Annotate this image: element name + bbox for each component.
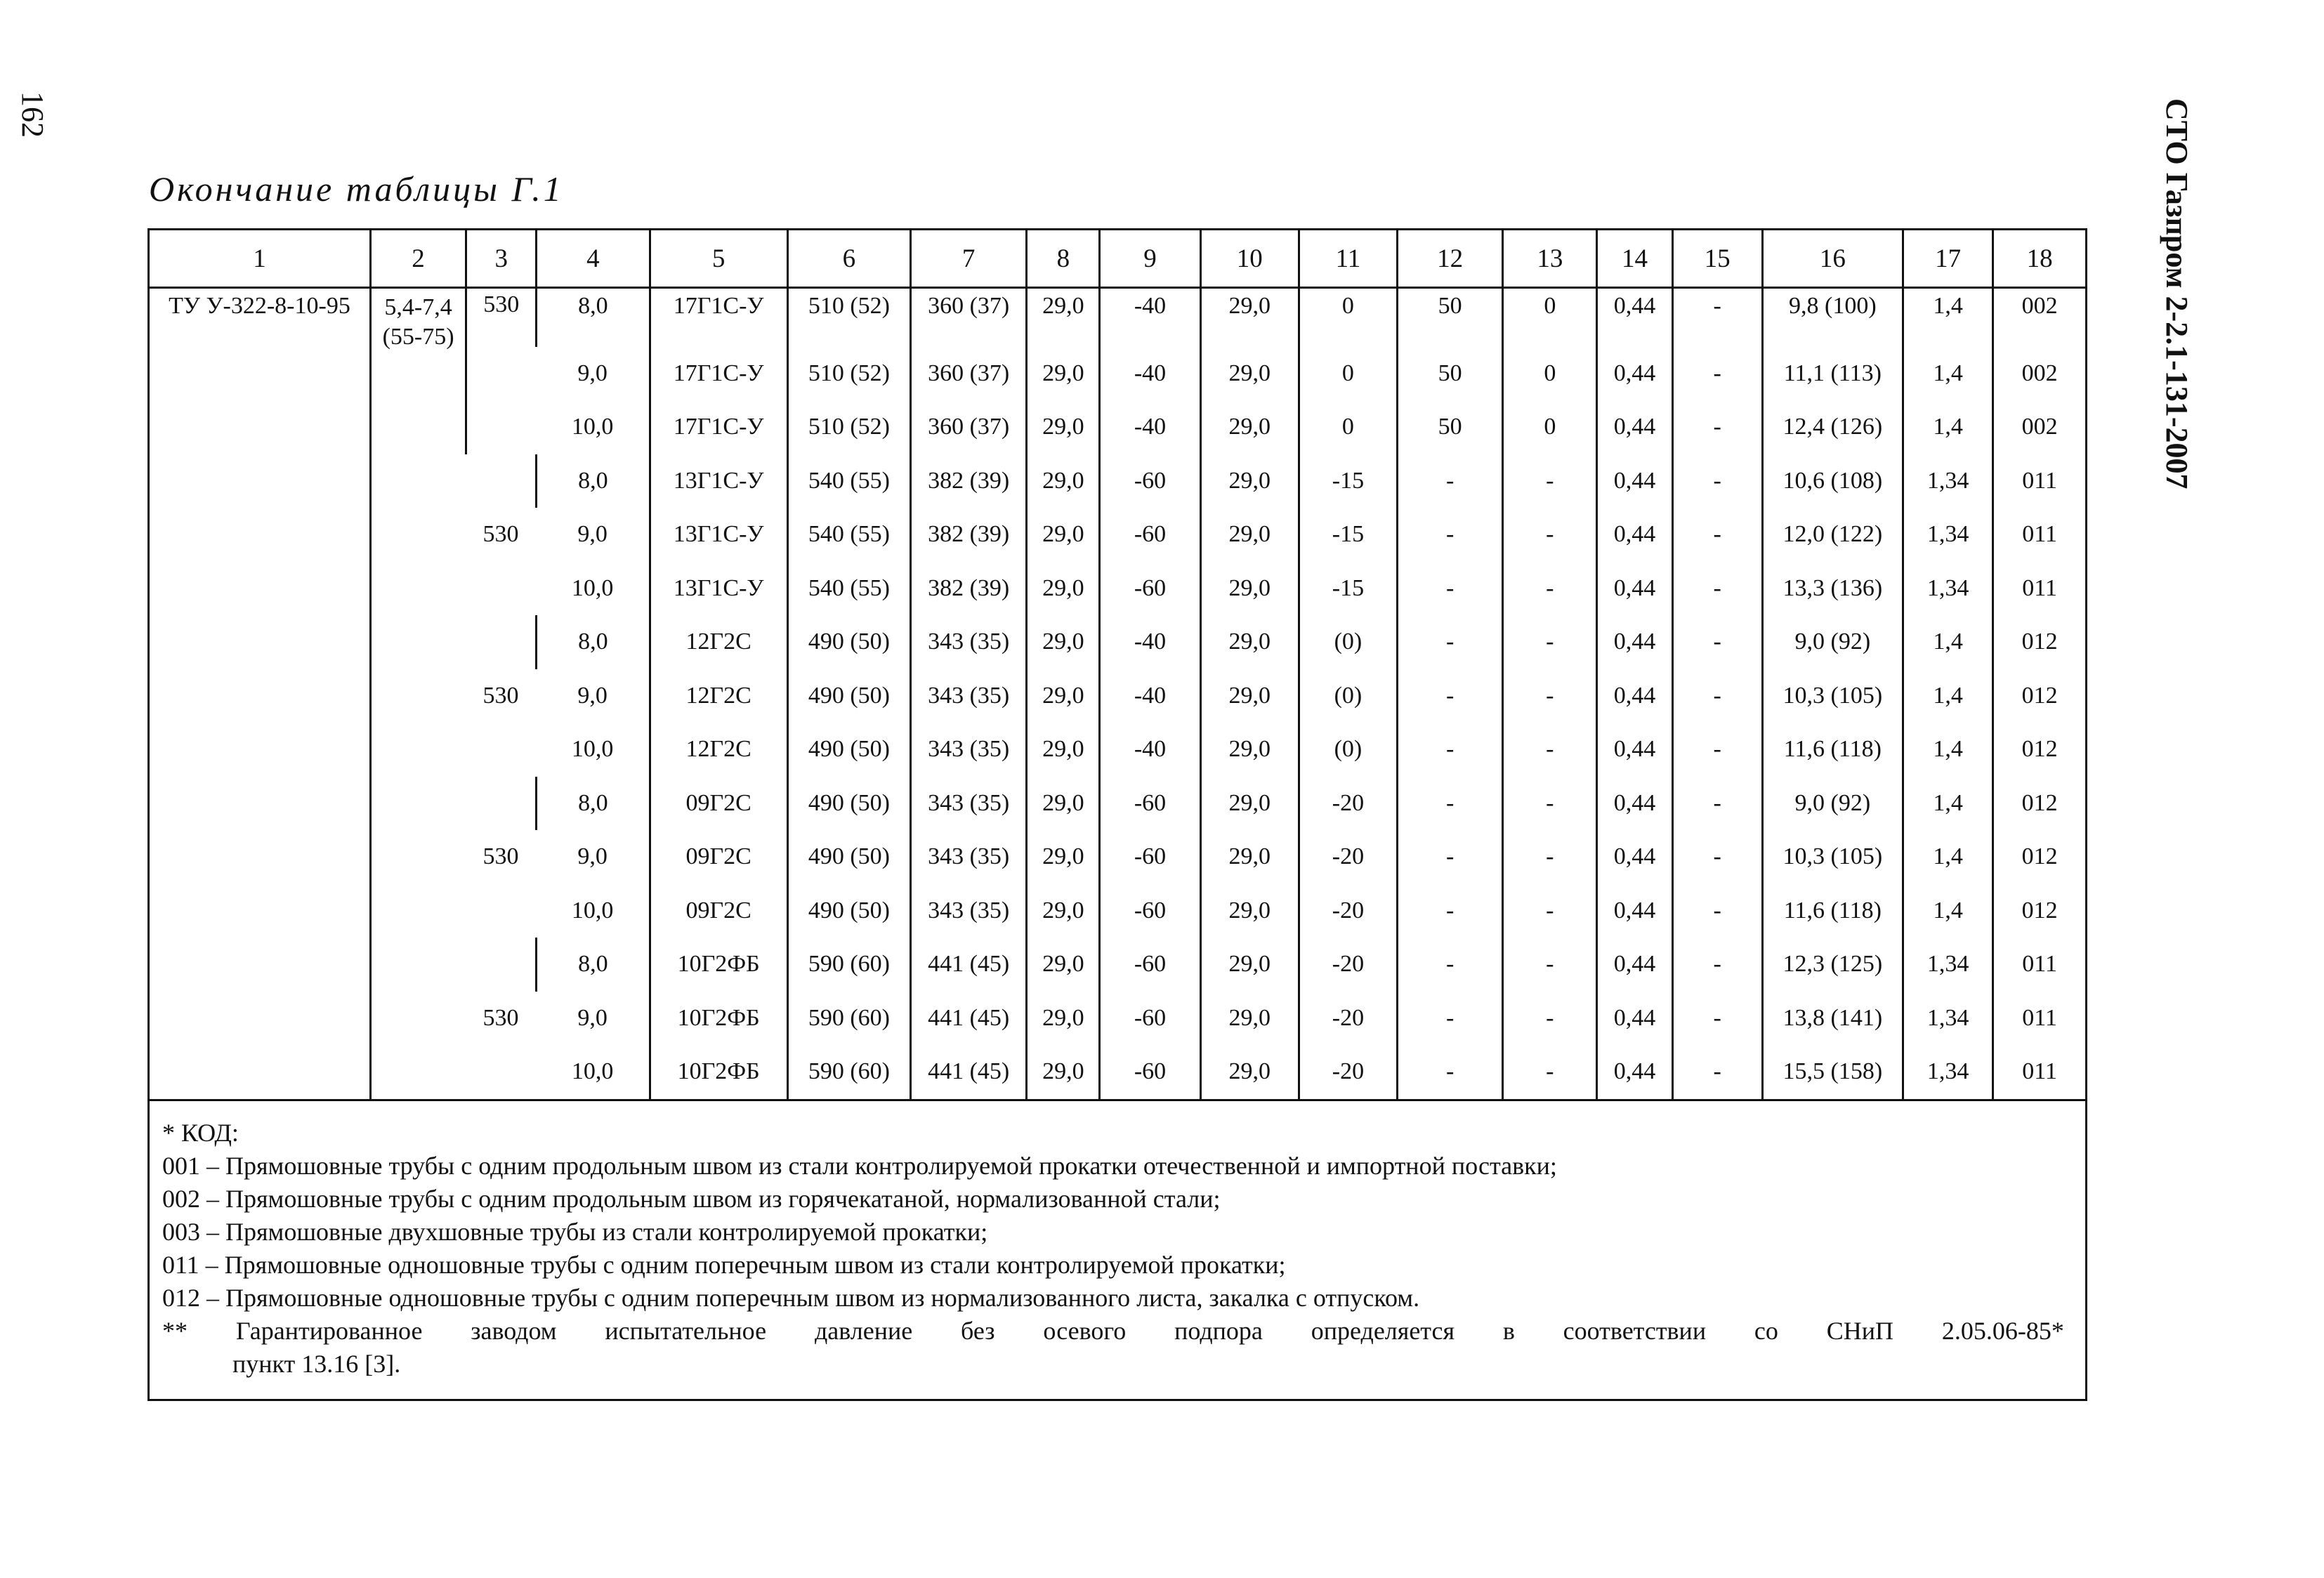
table-cell: 012	[1993, 884, 2085, 938]
table-cell: 50	[1398, 288, 1503, 347]
table-cell: -60	[1100, 454, 1200, 508]
code-item: 011 – Прямошовные одношовные трубы с одним поперечным швом из стали контролируемой прокатки;	[162, 1250, 1286, 1279]
table-cell: -	[1503, 454, 1597, 508]
table-cell: 9,0 (92)	[1762, 615, 1903, 669]
table-cell: 10Г2ФБ	[650, 992, 787, 1046]
table-cell: 29,0	[1200, 454, 1299, 508]
table-cell: 1,4	[1903, 830, 1993, 884]
table-cell: 29,0	[1027, 288, 1100, 347]
table-cell: 540 (55)	[787, 562, 910, 616]
table-cell: 490 (50)	[787, 777, 910, 831]
table-cell: 1,4	[1903, 615, 1993, 669]
table-cell: 441 (45)	[911, 1045, 1027, 1099]
table-cell: 1,34	[1903, 508, 1993, 562]
table-cell: -	[1398, 884, 1503, 938]
table-cell: 590 (60)	[787, 992, 910, 1046]
table-cell: 0	[1299, 288, 1397, 347]
table-cell: 1,4	[1903, 884, 1993, 938]
table-cell: -40	[1100, 723, 1200, 777]
column-header: 5	[650, 230, 787, 288]
table-cell: 0,44	[1597, 830, 1672, 884]
table-cell: 29,0	[1027, 400, 1100, 454]
table-cell: 9,0	[577, 360, 608, 386]
table-cell: 12,0 (122)	[1762, 508, 1903, 562]
table-cell: 9,0	[577, 843, 608, 870]
diameter-cell: 530	[482, 843, 519, 870]
table-cell: 29,0	[1200, 347, 1299, 401]
table-cell: 13Г1С-У	[650, 562, 787, 616]
table-cell: -60	[1100, 562, 1200, 616]
table-cell: 29,0	[1200, 723, 1299, 777]
table-cell: 13,8 (141)	[1762, 992, 1903, 1046]
table-cell: 29,0	[1200, 1045, 1299, 1099]
table-cell: 490 (50)	[787, 884, 910, 938]
table-cell: -	[1503, 723, 1597, 777]
notes-block	[150, 1099, 2085, 1399]
table-cell: 441 (45)	[911, 992, 1027, 1046]
table-cell: 490 (50)	[787, 830, 910, 884]
table-cell: 29,0	[1027, 454, 1100, 508]
table-cell: 1,34	[1903, 562, 1993, 616]
table-cell: -	[1672, 723, 1762, 777]
pressure-note-word: 2.05.06-85*	[1941, 1316, 2064, 1345]
table-cell: 10,0	[571, 1058, 614, 1085]
pressure-note-word: соответствии	[1563, 1316, 1707, 1345]
table-cell: 10Г2ФБ	[650, 1045, 787, 1099]
table-cell: -20	[1299, 1045, 1397, 1099]
table-cell: -20	[1299, 884, 1397, 938]
column-header: 17	[1903, 230, 1993, 288]
code-item: 001 – Прямошовные трубы с одним продольным швом из стали контролируемой прокатки отечественной и импортной поставки;	[162, 1151, 1557, 1180]
table-cell: 12,4 (126)	[1762, 400, 1903, 454]
table-cell: -60	[1100, 884, 1200, 938]
table-cell: 12Г2С	[650, 615, 787, 669]
table-cell: 29,0	[1027, 884, 1100, 938]
table-cell: 012	[1993, 777, 2085, 831]
table-cell: 0,44	[1597, 884, 1672, 938]
table-cell: 490 (50)	[787, 669, 910, 723]
table-cell: 1,34	[1903, 454, 1993, 508]
table-cell: -20	[1299, 938, 1397, 992]
table-cell: -15	[1299, 454, 1397, 508]
table-cell: -	[1503, 992, 1597, 1046]
table-cell: 0,44	[1597, 669, 1672, 723]
pressure-note-word: определяется	[1311, 1316, 1455, 1345]
table-cell: 343 (35)	[911, 884, 1027, 938]
table-cell: 011	[1993, 1045, 2085, 1099]
table-cell: -	[1672, 347, 1762, 401]
table-cell: 012	[1993, 669, 2085, 723]
table-cell: 343 (35)	[911, 777, 1027, 831]
table-cell: 8,0	[537, 288, 650, 347]
table-cell: -	[1672, 777, 1762, 831]
table-cell: 1,4	[1903, 669, 1993, 723]
table-cell: -60	[1100, 992, 1200, 1046]
table-cell: 12Г2С	[650, 669, 787, 723]
table-cell: 13,3 (136)	[1762, 562, 1903, 616]
table-cell: 9,0	[577, 521, 608, 548]
diameter-cell: 530	[466, 288, 537, 454]
code-item: 002 – Прямошовные трубы с одним продольным швом из горячекатаной, нормализованной стали;	[162, 1184, 1221, 1213]
table-cell: 29,0	[1027, 938, 1100, 992]
table-cell: -	[1672, 454, 1762, 508]
table-cell: -	[1503, 562, 1597, 616]
table-cell: 10Г2ФБ	[650, 938, 787, 992]
table-cell: -	[1672, 508, 1762, 562]
table-cell: -15	[1299, 562, 1397, 616]
table-cell: 09Г2С	[650, 830, 787, 884]
code-list	[162, 1150, 2078, 1315]
table-row	[150, 288, 2085, 347]
table-cell: 1,4	[1903, 400, 1993, 454]
table-cell: -	[1503, 508, 1597, 562]
table-cell: 360 (37)	[911, 400, 1027, 454]
table-cell: 540 (55)	[787, 454, 910, 508]
diameter-cell: 530	[482, 521, 519, 548]
table-cell: 29,0	[1027, 669, 1100, 723]
table-cell: -40	[1100, 669, 1200, 723]
pressure-note-word: Гарантированное	[235, 1316, 423, 1345]
table-cell: 50	[1398, 400, 1503, 454]
column-header: 2	[370, 230, 466, 288]
table-cell: 09Г2С	[650, 884, 787, 938]
table-cell: 012	[1993, 830, 2085, 884]
pressure-note-word: подпора	[1174, 1316, 1263, 1345]
table-cell: 0,44	[1597, 777, 1672, 831]
table-cell: 13Г1С-У	[650, 454, 787, 508]
table-cell: 382 (39)	[911, 508, 1027, 562]
table-cell: -	[1503, 615, 1597, 669]
column-header: 13	[1503, 230, 1597, 288]
table-cell: -	[1672, 830, 1762, 884]
table-cell: -	[1503, 938, 1597, 992]
pressure-note-word: **	[162, 1316, 188, 1345]
pressure-note-word: со	[1754, 1316, 1778, 1345]
header-row	[150, 230, 2085, 288]
table-cell: 0	[1503, 288, 1597, 347]
table-cell: -	[1503, 830, 1597, 884]
pressure-note-word: заводом	[471, 1316, 557, 1345]
table-cell: 441 (45)	[911, 938, 1027, 992]
table-cell: 1,34	[1903, 992, 1993, 1046]
table-cell: -	[1672, 288, 1762, 347]
table-cell: 343 (35)	[911, 669, 1027, 723]
table-cell: 29,0	[1027, 777, 1100, 831]
table-cell: -40	[1100, 347, 1200, 401]
code-item: 003 – Прямошовные двухшовные трубы из стали контролируемой прокатки;	[162, 1217, 988, 1246]
table-cell: 10,0	[571, 897, 614, 923]
table-cell: 012	[1993, 615, 2085, 669]
table-cell: 10,0	[571, 414, 614, 440]
table-cell: 50	[1398, 347, 1503, 401]
table-cell: 0,44	[1597, 400, 1672, 454]
table-cell: -20	[1299, 992, 1397, 1046]
table-cell: 1,4	[1903, 777, 1993, 831]
table-cell: -	[1672, 1045, 1762, 1099]
table-cell: 17Г1С-У	[650, 400, 787, 454]
table-cell: 29,0	[1027, 615, 1100, 669]
table-cell: 09Г2С	[650, 777, 787, 831]
table-cell: 011	[1993, 938, 2085, 992]
table-cell: 002	[1993, 347, 2085, 401]
pressure-note-word: осевого	[1043, 1316, 1127, 1345]
table-cell: 10,3 (105)	[1762, 669, 1903, 723]
table-cell: 1,34	[1903, 1045, 1993, 1099]
pressure-note-word: СНиП	[1826, 1316, 1894, 1345]
diameter-cell: 530	[482, 682, 519, 709]
pressure-note-reference: пункт 13.16 [3].	[232, 1349, 401, 1378]
table-cell: -	[1398, 777, 1503, 831]
column-header: 8	[1027, 230, 1100, 288]
table-cell: -40	[1100, 288, 1200, 347]
pressure-note-word: давление	[814, 1316, 913, 1345]
table-cell: 8,0	[537, 938, 650, 992]
pressure-note-word: испытательное	[605, 1316, 767, 1345]
table-cell: 002	[1993, 400, 2085, 454]
table-cell: 0,44	[1597, 938, 1672, 992]
table-cell: (0)	[1299, 615, 1397, 669]
pressure-note	[162, 1315, 2078, 1348]
table-cell: 0,44	[1597, 723, 1672, 777]
table-cell: 29,0	[1200, 508, 1299, 562]
table-cell: -	[1672, 615, 1762, 669]
table-cell: 29,0	[1027, 347, 1100, 401]
column-header: 9	[1100, 230, 1200, 288]
range-line: (55-75)	[382, 324, 454, 350]
table-cell: 382 (39)	[911, 454, 1027, 508]
table-cell: 360 (37)	[911, 347, 1027, 401]
table-cell: -60	[1100, 1045, 1200, 1099]
table-cell: -60	[1100, 830, 1200, 884]
table-cell: 10,6 (108)	[1762, 454, 1903, 508]
column-header: 6	[787, 230, 910, 288]
table-cell: -	[1398, 615, 1503, 669]
table-cell: 0,44	[1597, 615, 1672, 669]
table-cell: -20	[1299, 830, 1397, 884]
table-cell: -15	[1299, 508, 1397, 562]
column-header: 11	[1299, 230, 1397, 288]
code-title: * КОД:	[162, 1118, 239, 1147]
pressure-note-word: без	[961, 1316, 995, 1345]
table-cell: 510 (52)	[787, 400, 910, 454]
table-cell: 0,44	[1597, 454, 1672, 508]
table-cell: 1,4	[1903, 288, 1993, 347]
table-cell: -	[1398, 992, 1503, 1046]
range-line: 5,4-7,4	[384, 294, 452, 320]
table-cell: 0,44	[1597, 508, 1672, 562]
table-cell: 8,0	[537, 777, 650, 831]
table-cell: (0)	[1299, 669, 1397, 723]
table-cell: -	[1398, 508, 1503, 562]
table-cell: -20	[1299, 777, 1397, 831]
table-cell: -	[1503, 777, 1597, 831]
column-header: 12	[1398, 230, 1503, 288]
table-cell: 29,0	[1027, 992, 1100, 1046]
table-cell: 29,0	[1027, 562, 1100, 616]
table-cell: 540 (55)	[787, 508, 910, 562]
pressure-note-word: в	[1502, 1316, 1515, 1345]
table-cell: 29,0	[1027, 723, 1100, 777]
table-cell: 8,0	[537, 615, 650, 669]
table-cell: 17Г1С-У	[650, 347, 787, 401]
table-cell: 29,0	[1200, 400, 1299, 454]
table-cell: -	[1503, 884, 1597, 938]
table-cell: -60	[1100, 777, 1200, 831]
table-body	[150, 288, 2085, 1099]
table-cell: 012	[1993, 723, 2085, 777]
table-cell: 011	[1993, 562, 2085, 616]
table-cell: 590 (60)	[787, 938, 910, 992]
code-item: 012 – Прямошовные одношовные трубы с одним поперечным швом из нормализованного листа, закалка с отпуском.	[162, 1283, 1420, 1312]
table-cell: 9,0	[577, 682, 608, 709]
table-cell: 17Г1С-У	[650, 288, 787, 347]
table-cell: -	[1503, 669, 1597, 723]
table-cell: 510 (52)	[787, 288, 910, 347]
table-cell: -40	[1100, 400, 1200, 454]
table-cell: -	[1672, 669, 1762, 723]
column-header: 4	[537, 230, 650, 288]
table-cell: 12Г2С	[650, 723, 787, 777]
table-cell: 011	[1993, 992, 2085, 1046]
table-cell: 10,3 (105)	[1762, 830, 1903, 884]
table-cell: 490 (50)	[787, 723, 910, 777]
table-cell: 0	[1299, 347, 1397, 401]
table-cell: 0,44	[1597, 992, 1672, 1046]
column-header: 1	[150, 230, 370, 288]
table-cell: 0,44	[1597, 347, 1672, 401]
table-cell: 1,4	[1903, 723, 1993, 777]
table-cell: 360 (37)	[911, 288, 1027, 347]
column-header: 10	[1200, 230, 1299, 288]
table-caption: Окончание таблицы Г.1	[149, 169, 564, 209]
range-cell	[370, 288, 466, 1099]
document-code: СТО Газпром 2-2.1-131-2007	[2160, 98, 2194, 489]
column-header: 3	[466, 230, 537, 288]
table-cell: 29,0	[1027, 508, 1100, 562]
table-cell: 29,0	[1200, 938, 1299, 992]
table-cell: -	[1398, 938, 1503, 992]
table-cell: 29,0	[1200, 992, 1299, 1046]
table-cell: 343 (35)	[911, 615, 1027, 669]
table-cell: -40	[1100, 615, 1200, 669]
table-cell: 1,4	[1903, 347, 1993, 401]
table-cell: -	[1672, 400, 1762, 454]
table-cell: 0,44	[1597, 288, 1672, 347]
table-cell: 9,0 (92)	[1762, 777, 1903, 831]
table-cell: 382 (39)	[911, 562, 1027, 616]
table-cell: 0,44	[1597, 562, 1672, 616]
table-cell: 11,1 (113)	[1762, 347, 1903, 401]
table-cell: -	[1398, 669, 1503, 723]
table-cell: 0	[1503, 400, 1597, 454]
column-header: 15	[1672, 230, 1762, 288]
table-cell: 590 (60)	[787, 1045, 910, 1099]
table-cell: 1,34	[1903, 938, 1993, 992]
table-cell: 12,3 (125)	[1762, 938, 1903, 992]
table-cell: 0	[1503, 347, 1597, 401]
table-cell: 9,0	[577, 1004, 608, 1031]
column-header: 18	[1993, 230, 2085, 288]
data-table	[150, 230, 2085, 1099]
table-cell: -	[1398, 1045, 1503, 1099]
table-cell: 15,5 (158)	[1762, 1045, 1903, 1099]
table-cell: 490 (50)	[787, 615, 910, 669]
table-cell: -60	[1100, 938, 1200, 992]
table-cell: 29,0	[1200, 288, 1299, 347]
column-header: 16	[1762, 230, 1903, 288]
column-header: 14	[1597, 230, 1672, 288]
table-cell: 29,0	[1027, 1045, 1100, 1099]
table-cell: 10,0	[571, 736, 614, 763]
table-cell: -	[1672, 884, 1762, 938]
table-cell: 29,0	[1200, 830, 1299, 884]
table-cell: 13Г1С-У	[650, 508, 787, 562]
table-cell: 29,0	[1200, 777, 1299, 831]
table-frame	[147, 228, 2087, 1401]
table-cell: 8,0	[537, 454, 650, 508]
table-cell: -60	[1100, 508, 1200, 562]
table-cell: 343 (35)	[911, 723, 1027, 777]
table-cell: -	[1672, 562, 1762, 616]
table-cell: 29,0	[1027, 830, 1100, 884]
table-cell: -	[1503, 1045, 1597, 1099]
table-cell: -	[1672, 938, 1762, 992]
table-cell: 29,0	[1200, 562, 1299, 616]
table-cell: 11,6 (118)	[1762, 723, 1903, 777]
table-cell: 011	[1993, 508, 2085, 562]
table-cell: 9,8 (100)	[1762, 288, 1903, 347]
table-cell: -	[1398, 454, 1503, 508]
column-header: 7	[911, 230, 1027, 288]
table-cell: 0	[1299, 400, 1397, 454]
table-cell: 011	[1993, 454, 2085, 508]
table-cell: 29,0	[1200, 615, 1299, 669]
table-cell: -	[1672, 992, 1762, 1046]
table-cell: -	[1398, 562, 1503, 616]
table-cell: (0)	[1299, 723, 1397, 777]
table-cell: 0,44	[1597, 1045, 1672, 1099]
table-cell: 10,0	[571, 574, 614, 601]
table-cell: 29,0	[1200, 884, 1299, 938]
spec-cell: ТУ У-322-8-10-95	[169, 293, 350, 319]
table-cell: -	[1398, 723, 1503, 777]
page-number: 162	[15, 91, 50, 138]
table-cell: 343 (35)	[911, 830, 1027, 884]
table-cell: 002	[1993, 288, 2085, 347]
diameter-cell: 530	[482, 1004, 519, 1031]
table-cell: 11,6 (118)	[1762, 884, 1903, 938]
table-cell: -	[1398, 830, 1503, 884]
table-cell: 510 (52)	[787, 347, 910, 401]
table-cell: 29,0	[1200, 669, 1299, 723]
